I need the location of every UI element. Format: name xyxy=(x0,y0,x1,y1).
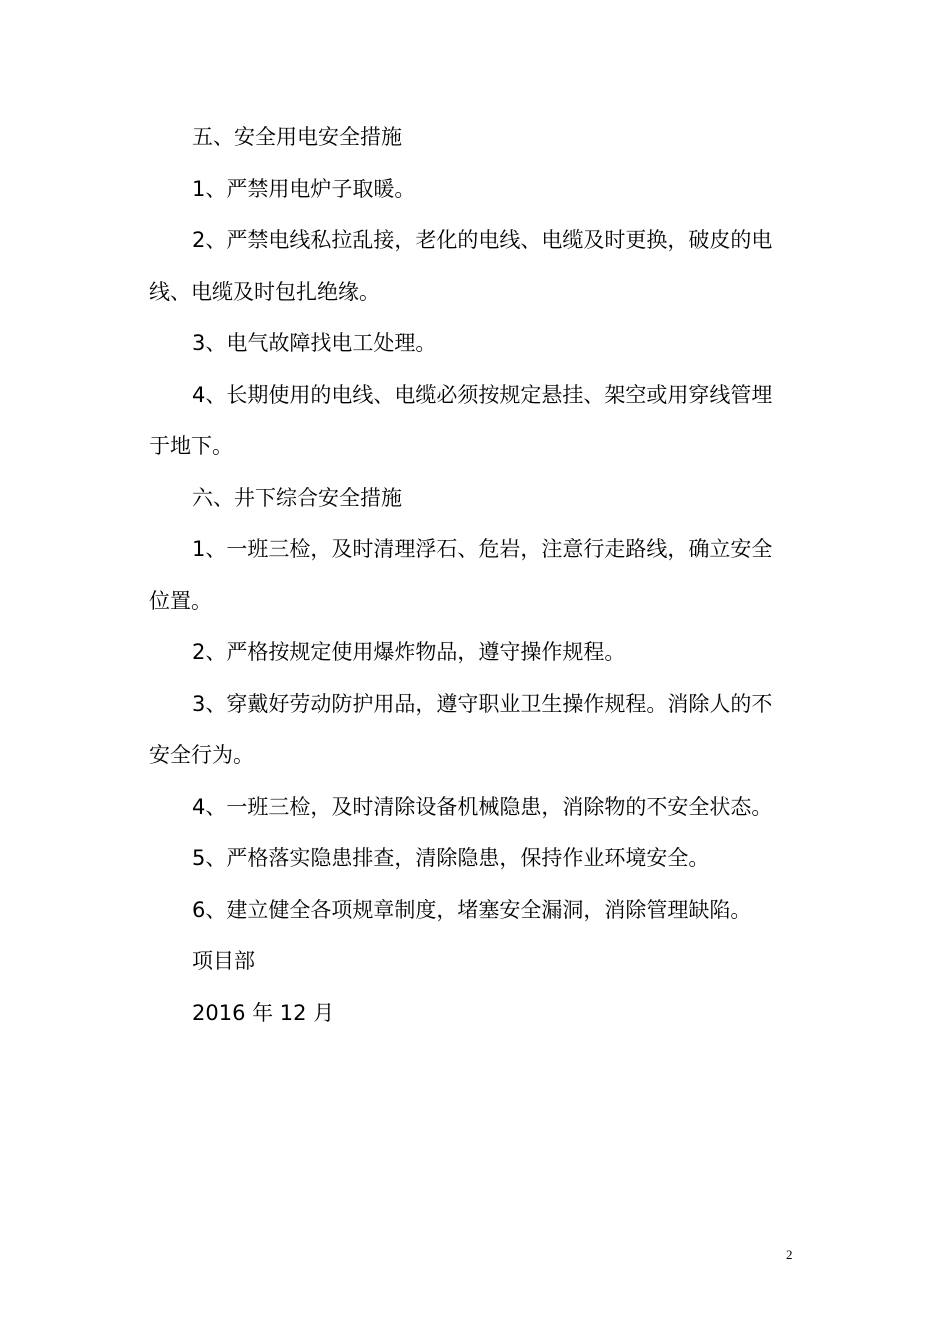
list-item: 1、严禁用电炉子取暖。 xyxy=(192,176,416,201)
list-item: 2、严禁电线私拉乱接，老化的电线、电缆及时更换，破皮的电线、电缆及时包扎绝缘。 xyxy=(149,228,773,304)
page-number: 2 xyxy=(786,1247,793,1262)
list-item: 3、电气故障找电工处理。 xyxy=(192,331,437,355)
list-item: 6、建立健全各项规章制度，堵塞安全漏洞，消除管理缺陷。 xyxy=(192,897,752,922)
list-item: 4、一班三检，及时清除设备机械隐患，消除物的不安全状态。 xyxy=(192,794,773,819)
signature-department: 项目部 xyxy=(192,949,255,973)
list-item: 4、长期使用的电线、电缆必须按规定悬挂、架空或用穿线管埋于地下。 xyxy=(149,382,773,458)
section-heading-electrical-safety: 五、安全用电安全措施 xyxy=(192,125,402,149)
document-body xyxy=(149,112,789,1039)
list-item: 5、严格落实隐患排查，清除隐患，保持作业环境安全。 xyxy=(192,846,710,870)
list-item: 1、一班三检，及时清理浮石、危岩，注意行走路线，确立安全位置。 xyxy=(149,537,773,613)
signature-date: 2016 年 12 月 xyxy=(192,1000,335,1025)
list-item: 3、穿戴好劳动防护用品，遵守职业卫生操作规程。消除人的不安全行为。 xyxy=(149,691,773,767)
list-item: 2、严格按规定使用爆炸物品，遵守操作规程。 xyxy=(192,640,626,664)
section-heading-underground-safety: 六、井下综合安全措施 xyxy=(192,485,402,510)
